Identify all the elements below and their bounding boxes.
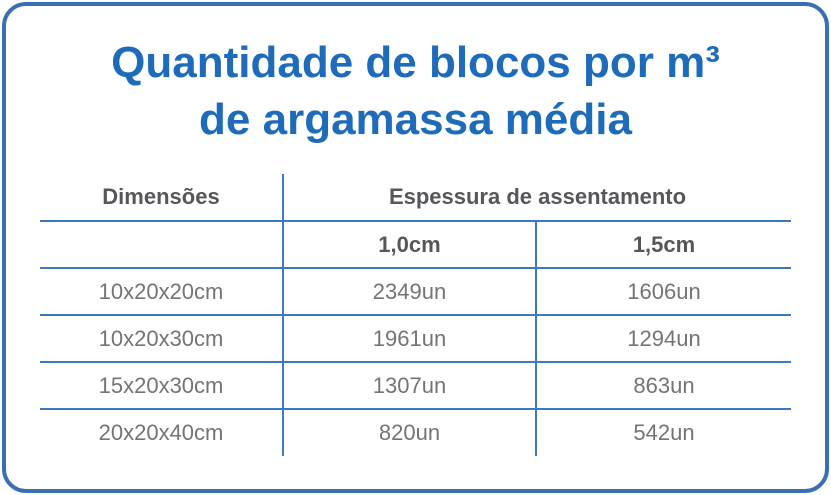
value-cell-1-5cm: 1606un <box>536 268 791 315</box>
subheader-1-5cm: 1,5cm <box>536 221 791 268</box>
table-row <box>40 409 791 456</box>
title-line-1: Quantidade de blocos por m³ <box>111 38 720 87</box>
title-line-2: de argamassa média <box>199 95 632 144</box>
subheader-1-0cm: 1,0cm <box>283 221 536 268</box>
page-title <box>6 6 825 148</box>
table-row <box>40 268 791 315</box>
dimension-cell: 15x20x30cm <box>40 362 283 409</box>
header-row <box>40 174 791 221</box>
dimension-cell: 10x20x20cm <box>40 268 283 315</box>
infographic-card <box>2 2 829 493</box>
subheader-row <box>40 221 791 268</box>
blocks-per-m3-table <box>40 174 791 456</box>
table-row <box>40 315 791 362</box>
dimensions-column-header: Dimensões <box>40 174 283 221</box>
value-cell-1-5cm: 1294un <box>536 315 791 362</box>
value-cell-1-0cm: 2349un <box>283 268 536 315</box>
dimension-cell: 10x20x30cm <box>40 315 283 362</box>
value-cell-1-0cm: 1307un <box>283 362 536 409</box>
value-cell-1-0cm: 820un <box>283 409 536 456</box>
value-cell-1-0cm: 1961un <box>283 315 536 362</box>
value-cell-1-5cm: 542un <box>633 420 695 445</box>
table-row <box>40 362 791 409</box>
dimension-cell: 20x20x40cm <box>40 409 283 456</box>
value-cell-1-5cm: 863un <box>536 362 791 409</box>
thickness-group-header: Espessura de assentamento <box>283 174 791 221</box>
empty-corner-cell <box>40 221 283 268</box>
